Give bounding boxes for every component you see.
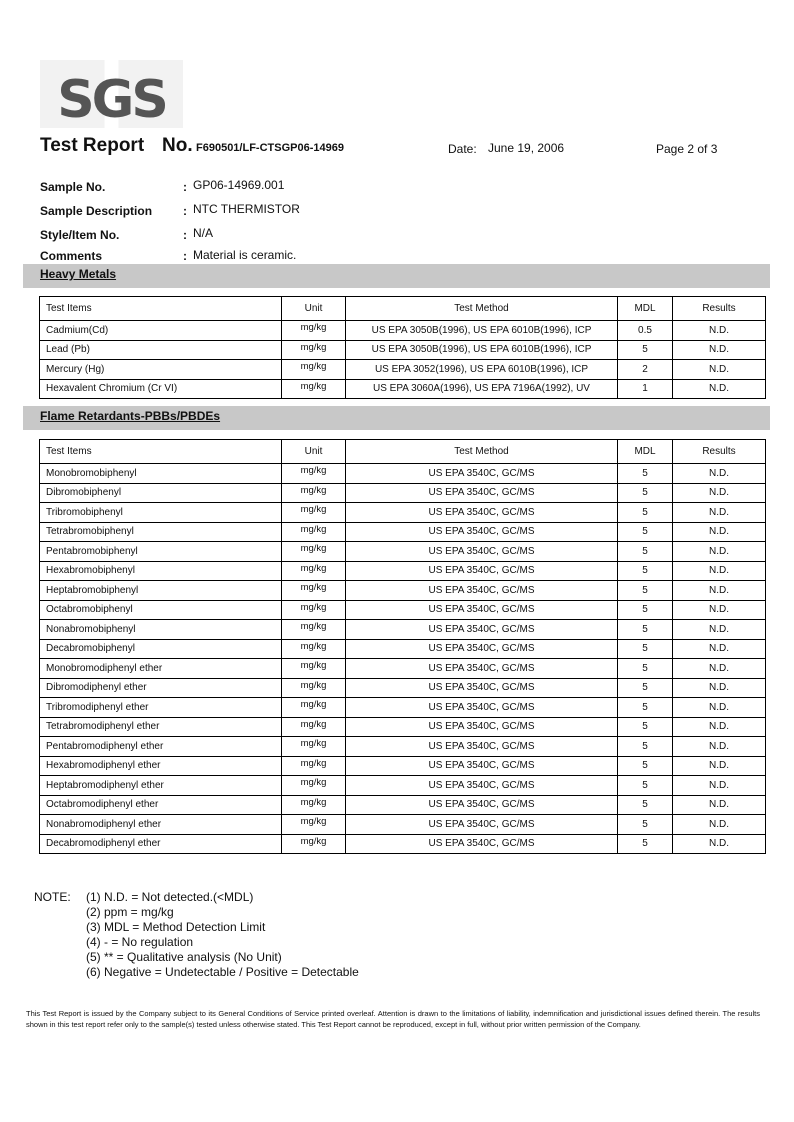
- table-row: [40, 717, 766, 737]
- table-row: [40, 756, 766, 776]
- test-item-cell: Nonabromobiphenyl: [40, 620, 282, 640]
- unit-cell: mg/kg: [282, 659, 346, 679]
- test-method-cell: US EPA 3540C, GC/MS: [346, 815, 618, 835]
- style-item-value: N/A: [193, 226, 214, 240]
- result-cell: N.D.: [673, 659, 766, 679]
- table-row: [40, 815, 766, 835]
- test-item-cell: Tetrabromobiphenyl: [40, 522, 282, 542]
- result-cell: N.D.: [673, 561, 766, 581]
- mdl-cell: 5: [618, 340, 673, 360]
- result-cell: N.D.: [673, 815, 766, 835]
- table-row: [40, 561, 766, 581]
- style-item-label: Style/Item No.: [40, 228, 120, 242]
- flame-retardants-table: [39, 439, 766, 854]
- mdl-cell: 1: [618, 379, 673, 399]
- heavy-metals-table: [39, 296, 766, 399]
- mdl-cell: 5: [618, 522, 673, 542]
- report-no-label: No.: [162, 135, 193, 156]
- mdl-cell: 5: [618, 678, 673, 698]
- test-item-cell: Monobromodiphenyl ether: [40, 659, 282, 679]
- flame-retardants-title: Flame Retardants-PBBs/PBDEs: [40, 409, 221, 423]
- test-method-cell: US EPA 3050B(1996), US EPA 6010B(1996), ICP: [346, 340, 618, 360]
- table-row: [40, 737, 766, 757]
- test-method-cell: US EPA 3540C, GC/MS: [346, 620, 618, 640]
- report-date: June 19, 2006: [488, 141, 565, 155]
- test-item-cell: Pentabromobiphenyl: [40, 542, 282, 562]
- test-item-cell: Heptabromodiphenyl ether: [40, 776, 282, 796]
- heavy-metals-section-header: [23, 264, 770, 288]
- table-row: [40, 379, 766, 399]
- logo-text: SGS: [57, 70, 166, 130]
- unit-cell: mg/kg: [282, 639, 346, 659]
- unit-cell: mg/kg: [282, 620, 346, 640]
- mdl-cell: 2: [618, 360, 673, 380]
- report-title: Test Report: [40, 135, 145, 156]
- colon: :: [183, 204, 187, 218]
- test-item-cell: Tribromobiphenyl: [40, 503, 282, 523]
- test-method-cell: US EPA 3540C, GC/MS: [346, 659, 618, 679]
- heavy-metals-title: Heavy Metals: [40, 267, 117, 281]
- mdl-cell: 5: [618, 503, 673, 523]
- column-header: Test Items: [40, 440, 282, 464]
- test-item-cell: Decabromodiphenyl ether: [40, 834, 282, 854]
- mdl-cell: 5: [618, 698, 673, 718]
- note-item: (3) MDL = Method Detection Limit: [86, 920, 266, 934]
- result-cell: N.D.: [673, 776, 766, 796]
- mdl-cell: 5: [618, 581, 673, 601]
- colon: :: [183, 228, 187, 242]
- unit-cell: mg/kg: [282, 737, 346, 757]
- table-row: [40, 542, 766, 562]
- test-method-cell: US EPA 3540C, GC/MS: [346, 795, 618, 815]
- result-cell: N.D.: [673, 756, 766, 776]
- unit-cell: mg/kg: [282, 815, 346, 835]
- mdl-cell: 5: [618, 483, 673, 503]
- test-item-cell: Hexabromodiphenyl ether: [40, 756, 282, 776]
- mdl-cell: 5: [618, 776, 673, 796]
- test-item-cell: Octabromodiphenyl ether: [40, 795, 282, 815]
- table-row: [40, 776, 766, 796]
- unit-cell: mg/kg: [282, 522, 346, 542]
- test-item-cell: Mercury (Hg): [40, 360, 282, 380]
- test-method-cell: US EPA 3050B(1996), US EPA 6010B(1996), ICP: [346, 321, 618, 341]
- column-header: Unit: [282, 440, 346, 464]
- table-row: [40, 678, 766, 698]
- column-header: Results: [673, 440, 766, 464]
- result-cell: N.D.: [673, 834, 766, 854]
- mdl-cell: 5: [618, 717, 673, 737]
- test-item-cell: Heptabromobiphenyl: [40, 581, 282, 601]
- mdl-cell: 5: [618, 561, 673, 581]
- note-item: (5) ** = Qualitative analysis (No Unit): [86, 950, 282, 964]
- unit-cell: mg/kg: [282, 503, 346, 523]
- unit-cell: mg/kg: [282, 321, 346, 341]
- unit-cell: mg/kg: [282, 561, 346, 581]
- test-item-cell: Tribromodiphenyl ether: [40, 698, 282, 718]
- mdl-cell: 5: [618, 620, 673, 640]
- result-cell: N.D.: [673, 581, 766, 601]
- test-method-cell: US EPA 3540C, GC/MS: [346, 542, 618, 562]
- disclaimer-text: This Test Report is issued by the Company subject to its General Conditions of Service printed overleaf. Attention is drawn to the limitations of liability, indemnification and jurisdictional issues defined therein. The results shown in this test report refer only to the sample(s) tested unless otherwise stated. This Test Report cannot be reproduced, except in full, without prior written permission of the Company.: [26, 1009, 760, 1029]
- test-method-cell: US EPA 3540C, GC/MS: [346, 561, 618, 581]
- table-row: [40, 698, 766, 718]
- test-item-cell: Cadmium(Cd): [40, 321, 282, 341]
- mdl-cell: 5: [618, 639, 673, 659]
- result-cell: N.D.: [673, 600, 766, 620]
- test-method-cell: US EPA 3052(1996), US EPA 6010B(1996), ICP: [346, 360, 618, 380]
- unit-cell: mg/kg: [282, 678, 346, 698]
- test-method-cell: US EPA 3540C, GC/MS: [346, 834, 618, 854]
- test-item-cell: Dibromobiphenyl: [40, 483, 282, 503]
- sgs-logo: [40, 60, 183, 128]
- report-number: F690501/LF-CTSGP06-14969: [196, 142, 344, 154]
- unit-cell: mg/kg: [282, 581, 346, 601]
- note-item: (2) ppm = mg/kg: [86, 905, 174, 919]
- test-item-cell: Nonabromodiphenyl ether: [40, 815, 282, 835]
- table-row: [40, 360, 766, 380]
- unit-cell: mg/kg: [282, 834, 346, 854]
- result-cell: N.D.: [673, 542, 766, 562]
- result-cell: N.D.: [673, 620, 766, 640]
- test-item-cell: Dibromodiphenyl ether: [40, 678, 282, 698]
- test-method-cell: US EPA 3540C, GC/MS: [346, 737, 618, 757]
- note-item: (4) - = No regulation: [86, 935, 194, 949]
- table-row: [40, 483, 766, 503]
- table-row: [40, 795, 766, 815]
- test-method-cell: US EPA 3540C, GC/MS: [346, 581, 618, 601]
- test-item-cell: Tetrabromodiphenyl ether: [40, 717, 282, 737]
- test-item-cell: Decabromobiphenyl: [40, 639, 282, 659]
- result-cell: N.D.: [673, 483, 766, 503]
- test-item-cell: Octabromobiphenyl: [40, 600, 282, 620]
- mdl-cell: 5: [618, 659, 673, 679]
- comments-label: Comments: [40, 249, 103, 263]
- column-header: Unit: [282, 297, 346, 321]
- unit-cell: mg/kg: [282, 776, 346, 796]
- column-header: Test Items: [40, 297, 282, 321]
- table-row: [40, 659, 766, 679]
- note-label: NOTE:: [34, 890, 71, 904]
- unit-cell: mg/kg: [282, 360, 346, 380]
- mdl-cell: 5: [618, 815, 673, 835]
- mdl-cell: 5: [618, 464, 673, 484]
- result-cell: N.D.: [673, 340, 766, 360]
- test-method-cell: US EPA 3540C, GC/MS: [346, 464, 618, 484]
- test-method-cell: US EPA 3540C, GC/MS: [346, 600, 618, 620]
- colon: :: [183, 249, 187, 263]
- mdl-cell: 5: [618, 795, 673, 815]
- notes-list: [86, 890, 359, 980]
- unit-cell: mg/kg: [282, 756, 346, 776]
- column-header: MDL: [618, 297, 673, 321]
- test-method-cell: US EPA 3540C, GC/MS: [346, 483, 618, 503]
- result-cell: N.D.: [673, 678, 766, 698]
- test-method-cell: US EPA 3540C, GC/MS: [346, 639, 618, 659]
- table-row: [40, 503, 766, 523]
- test-method-cell: US EPA 3060A(1996), US EPA 7196A(1992), UV: [346, 379, 618, 399]
- result-cell: N.D.: [673, 379, 766, 399]
- unit-cell: mg/kg: [282, 600, 346, 620]
- unit-cell: mg/kg: [282, 717, 346, 737]
- column-header: Results: [673, 297, 766, 321]
- unit-cell: mg/kg: [282, 542, 346, 562]
- note-item: (6) Negative = Undetectable / Positive = Detectable: [86, 965, 359, 979]
- mdl-cell: 0.5: [618, 321, 673, 341]
- column-header: Test Method: [346, 297, 618, 321]
- sample-description-value: NTC THERMISTOR: [193, 202, 300, 216]
- table-row: [40, 522, 766, 542]
- unit-cell: mg/kg: [282, 698, 346, 718]
- result-cell: N.D.: [673, 360, 766, 380]
- column-header: Test Method: [346, 440, 618, 464]
- result-cell: N.D.: [673, 698, 766, 718]
- sample-description-label: Sample Description: [40, 204, 153, 218]
- test-item-cell: Hexavalent Chromium (Cr VI): [40, 379, 282, 399]
- column-header: MDL: [618, 440, 673, 464]
- unit-cell: mg/kg: [282, 340, 346, 360]
- flame-retardants-section-header: [23, 406, 770, 430]
- test-item-cell: Hexabromobiphenyl: [40, 561, 282, 581]
- mdl-cell: 5: [618, 737, 673, 757]
- sample-no-label: Sample No.: [40, 180, 106, 194]
- mdl-cell: 5: [618, 756, 673, 776]
- table-row: [40, 639, 766, 659]
- test-method-cell: US EPA 3540C, GC/MS: [346, 503, 618, 523]
- test-item-cell: Lead (Pb): [40, 340, 282, 360]
- comments-value: Material is ceramic.: [193, 248, 297, 262]
- unit-cell: mg/kg: [282, 379, 346, 399]
- table-header-row: [40, 297, 766, 321]
- table-row: [40, 464, 766, 484]
- unit-cell: mg/kg: [282, 464, 346, 484]
- unit-cell: mg/kg: [282, 795, 346, 815]
- note-item: (1) N.D. = Not detected.(<MDL): [86, 890, 254, 904]
- mdl-cell: 5: [618, 542, 673, 562]
- test-item-cell: Pentabromodiphenyl ether: [40, 737, 282, 757]
- date-label: Date:: [448, 142, 477, 156]
- table-row: [40, 834, 766, 854]
- test-item-cell: Monobromobiphenyl: [40, 464, 282, 484]
- colon: :: [183, 180, 187, 194]
- test-method-cell: US EPA 3540C, GC/MS: [346, 698, 618, 718]
- table-row: [40, 600, 766, 620]
- unit-cell: mg/kg: [282, 483, 346, 503]
- result-cell: N.D.: [673, 737, 766, 757]
- sample-no-value: GP06-14969.001: [193, 178, 285, 192]
- table-header-row: [40, 440, 766, 464]
- result-cell: N.D.: [673, 639, 766, 659]
- result-cell: N.D.: [673, 795, 766, 815]
- result-cell: N.D.: [673, 503, 766, 523]
- table-row: [40, 620, 766, 640]
- table-row: [40, 581, 766, 601]
- table-row: [40, 340, 766, 360]
- result-cell: N.D.: [673, 717, 766, 737]
- result-cell: N.D.: [673, 464, 766, 484]
- mdl-cell: 5: [618, 600, 673, 620]
- test-method-cell: US EPA 3540C, GC/MS: [346, 756, 618, 776]
- page-indicator: Page 2 of 3: [656, 142, 718, 156]
- test-method-cell: US EPA 3540C, GC/MS: [346, 717, 618, 737]
- mdl-cell: 5: [618, 834, 673, 854]
- test-method-cell: US EPA 3540C, GC/MS: [346, 776, 618, 796]
- result-cell: N.D.: [673, 522, 766, 542]
- test-method-cell: US EPA 3540C, GC/MS: [346, 522, 618, 542]
- result-cell: N.D.: [673, 321, 766, 341]
- table-row: [40, 321, 766, 341]
- test-method-cell: US EPA 3540C, GC/MS: [346, 678, 618, 698]
